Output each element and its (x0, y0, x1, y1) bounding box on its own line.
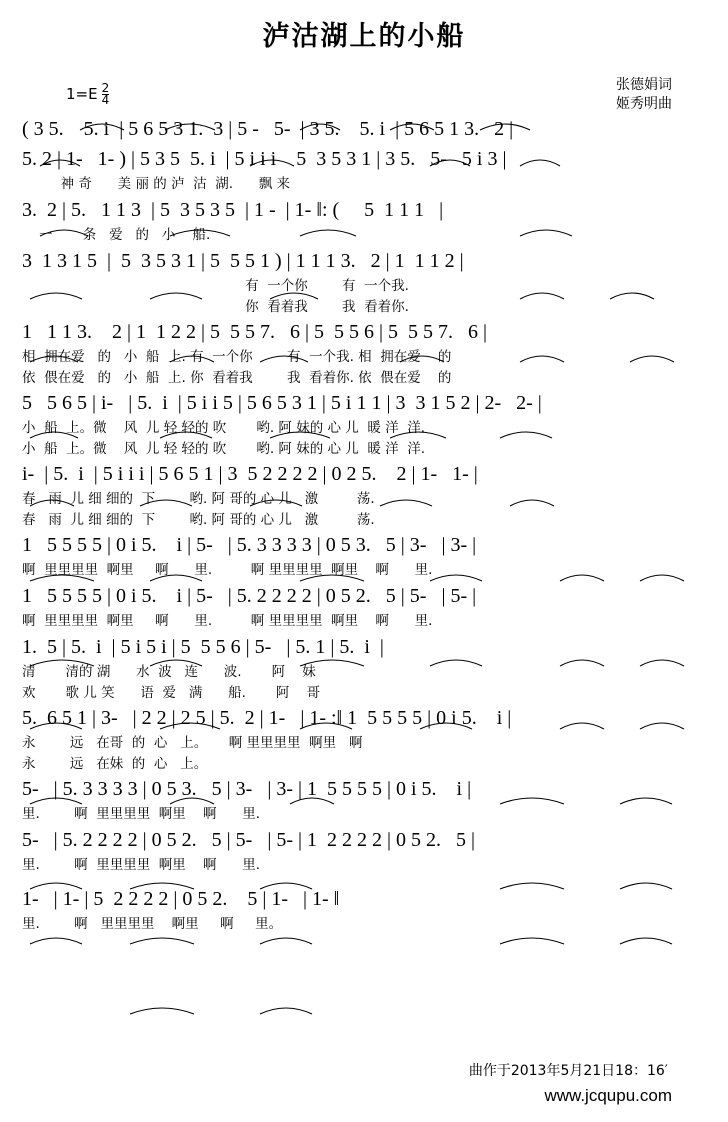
lyric-row: 一 条 爱 的 小 船. (22, 227, 211, 243)
notation-row: 1- | 1- | 5 2 2 2 2 | 0 5 2. 5 | 1- | 1- ‖ (22, 888, 340, 910)
notation-row: ( 3 5. 5. i | 5 6 5 3 1. 3 | 5 - 5- | 3 5. 5. i | 5 6 5 1 3. 2 | (22, 118, 514, 140)
lyric-row: 春 雨 儿 细 细的 下 哟. 阿 哥的 心 儿 激 荡. (22, 491, 375, 507)
lyric-row-verse2: 小 船 上。微 风 儿 轻 轻的 吹 哟. 阿 妹的 心 儿 暖 洋 洋. (22, 441, 426, 457)
key-signature-block (66, 82, 109, 105)
lyric-row-verse2: 欢 歌 儿 笑 语 爱 满 船. 阿 哥 (22, 685, 321, 701)
lyric-row-verse2: 春 雨 儿 细 细的 下 哟. 阿 哥的 心 儿 激 荡. (22, 512, 375, 528)
key-signature-text: 1=E (66, 84, 98, 103)
sheet-music-page (0, 14, 728, 1122)
notation-row: 1 5 5 5 5 | 0 i 5. i | 5- | 5. 3 3 3 3 | 0 5 3. 5 | 3- | 3- | (22, 534, 477, 556)
score-line (20, 246, 710, 317)
lyricist-credit: 张德娟词 (616, 77, 672, 93)
notation-row: 1 5 5 5 5 | 0 i 5. i | 5- | 5. 2 2 2 2 | 0 5 2. 5 | 5- | 5- | (22, 585, 477, 607)
score-line (20, 459, 710, 530)
time-signature-denominator: 4 (101, 93, 110, 107)
time-signature-numerator: 2 (101, 81, 110, 95)
lyric-row: 里. 啊 里里里里 啊里 啊 里. (22, 806, 260, 822)
lyric-row-verse2: 你 看着我 我 看着你. (22, 299, 409, 315)
notation-row: i- | 5. i | 5 i i i | 5 6 5 1 | 3 5 2 2 2 2 | 0 2 5. 2 | 1- 1- | (22, 463, 478, 485)
notation-row: 5 5 6 5 | i- | 5. i | 5 i i 5 | 5 6 5 3 1 | 5 i 1 1 | 3 3 1 5 2 | 2- 2- | (22, 392, 542, 414)
score-line (20, 144, 710, 195)
score-line (20, 530, 710, 581)
notation-row: 5. 2 | 1- 1- ) | 5 3 5 5. i | 5 i i i 5 3 5 3 1 | 3 5. 5- 5 i 3 | (22, 148, 507, 170)
notation-row: 3 1 3 1 5 | 5 3 5 3 1 | 5 5 5 1 ) | 1 1 1 3. 2 | 1 1 1 2 | (22, 250, 464, 272)
lyric-row: 有 一个你 有 一个我. (22, 278, 409, 294)
score-body (20, 114, 710, 935)
score-line (20, 825, 710, 876)
notation-row: 3. 2 | 5. 1 1 3 | 5 3 5 3 5 | 1 - | 1- ‖: ( 5 1 1 1 | (22, 199, 444, 221)
notation-row: 5. 6 5 1 | 3- | 2 2 | 2 5 | 5. 2 | 1- | 1- :‖ 1 5 5 5 5 | 0 i 5. i | (22, 707, 512, 729)
score-line (20, 703, 710, 774)
notation-row: 5- | 5. 2 2 2 2 | 0 5 2. 5 | 5- | 5- | 1 2 2 2 2 | 0 5 2. 5 | (22, 829, 476, 851)
website-url: www.jcqupu.com (544, 1086, 672, 1105)
lyric-row: 里. 啊 里里里里 啊里 啊 里。 (22, 916, 283, 932)
page-title: 泸沽湖上的小船 (262, 21, 466, 52)
time-signature (102, 83, 110, 106)
score-line (20, 884, 710, 935)
lyric-row-verse2: 永 远 在妹 的 心 上。 (22, 756, 208, 772)
composer-credit: 姬秀明曲 (616, 96, 672, 112)
score-line (20, 388, 710, 459)
score-line (20, 317, 710, 388)
lyric-row: 相 拥在爱 的 小 船 上. 有 一个你 有 一个我. 相 拥在爱 的 (22, 349, 452, 365)
score-line (20, 774, 710, 825)
lyric-row: 永 远 在哥 的 心 上。 啊 里里里里 啊里 啊 (22, 735, 363, 751)
score-line (20, 632, 710, 703)
credits-block (616, 76, 672, 114)
lyric-row: 清 清的 湖 水 波 连 波. 阿 妹 (22, 664, 316, 680)
score-line (20, 195, 710, 246)
lyric-row: 神 奇 美 丽 的 泸 沽 湖. 飘 来 (22, 176, 291, 192)
notation-row: 1. 5 | 5. i | 5 i 5 i | 5 5 5 6 | 5- | 5. 1 | 5. i | (22, 636, 384, 658)
lyric-row-verse2: 依 偎在爱 的 小 船 上. 你 看着我 我 看着你. 依 偎在爱 的 (22, 370, 452, 386)
lyric-row: 小 船 上。微 风 儿 轻 轻的 吹 哟. 阿 妹的 心 儿 暖 洋 洋. (22, 420, 426, 436)
composition-date: 曲作于2013年5月21日18：16′ (468, 1063, 668, 1079)
score-line (20, 581, 710, 632)
score-line (20, 114, 710, 144)
notation-row: 1 1 1 3. 2 | 1 1 2 2 | 5 5 5 7. 6 | 5 5 5 6 | 5 5 5 7. 6 | (22, 321, 488, 343)
lyric-row: 啊 里里里里 啊里 啊 里. 啊 里里里里 啊里 啊 里. (22, 562, 433, 578)
lyric-row: 里. 啊 里里里里 啊里 啊 里. (22, 857, 260, 873)
notation-row: 5- | 5. 3 3 3 3 | 0 5 3. 5 | 3- | 3- | 1 5 5 5 5 | 0 i 5. i | (22, 778, 472, 800)
lyric-row: 啊 里里里里 啊里 啊 里. 啊 里里里里 啊里 啊 里. (22, 613, 433, 629)
